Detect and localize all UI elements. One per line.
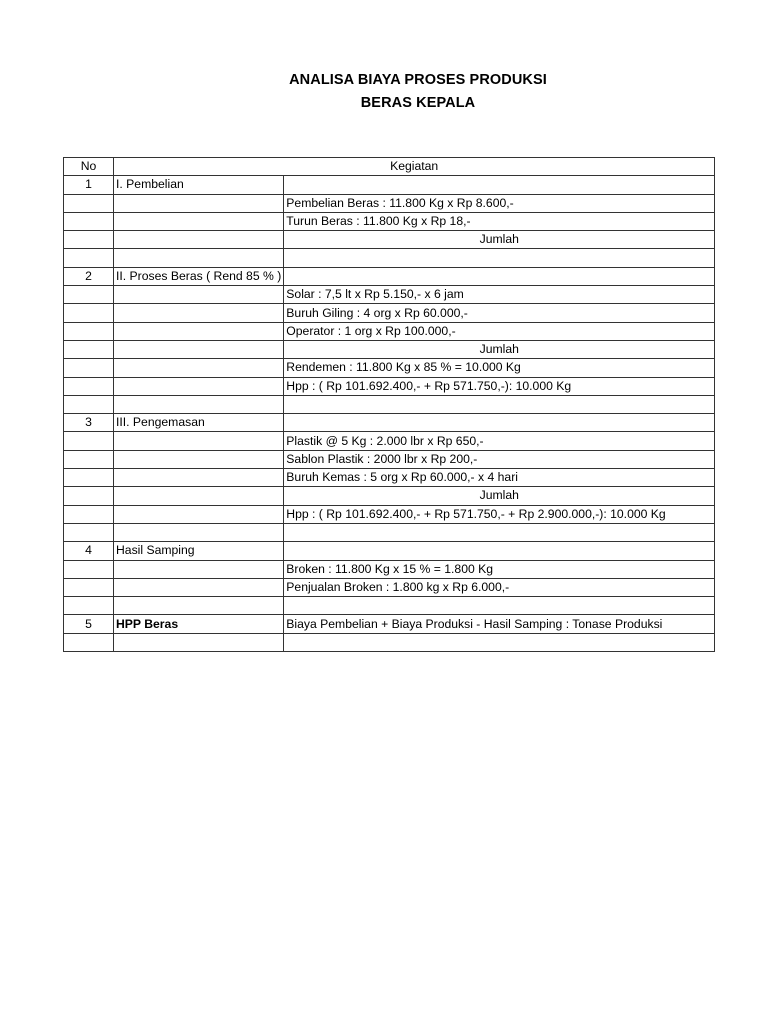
- detail-cell: Operator : 1 org x Rp 100.000,-: [284, 322, 715, 340]
- table-header-row: [64, 158, 715, 176]
- table-row: [64, 395, 715, 413]
- row-number-cell: [64, 560, 114, 578]
- table-row: [64, 450, 715, 468]
- row-number-cell: [64, 633, 114, 651]
- row-number-cell: 2: [64, 267, 114, 285]
- detail-cell: Buruh Kemas : 5 org x Rp 60.000,- x 4 hari: [284, 469, 715, 487]
- row-number-cell: [64, 359, 114, 377]
- detail-cell: Hpp : ( Rp 101.692.400,- + Rp 571.750,- + Rp 2.900.000,-): 10.000 Kg: [284, 505, 715, 523]
- detail-cell: Pembelian Beras : 11.800 Kg x Rp 8.600,-: [284, 194, 715, 212]
- subtotal-label-cell: Jumlah: [284, 340, 715, 358]
- table-row: [64, 176, 715, 194]
- table-row: [64, 249, 715, 267]
- detail-cell: Buruh Giling : 4 org x Rp 60.000,-: [284, 304, 715, 322]
- row-number-cell: [64, 578, 114, 596]
- row-number-cell: [64, 505, 114, 523]
- row-number-cell: 1: [64, 176, 114, 194]
- table-row: [64, 505, 715, 523]
- cost-analysis-table: [63, 157, 715, 652]
- row-number-cell: [64, 286, 114, 304]
- row-number-cell: [64, 523, 114, 541]
- table-row: [64, 212, 715, 230]
- detail-cell: Biaya Pembelian + Biaya Produksi - Hasil Samping : Tonase Produksi: [284, 615, 715, 633]
- section-cell: [114, 633, 284, 651]
- row-number-cell: [64, 432, 114, 450]
- section-cell: [114, 377, 284, 395]
- detail-cell: Plastik @ 5 Kg : 2.000 lbr x Rp 650,-: [284, 432, 715, 450]
- section-cell: [114, 469, 284, 487]
- subtotal-label-cell: Jumlah: [284, 231, 715, 249]
- section-cell: [114, 450, 284, 468]
- table-row: [64, 487, 715, 505]
- section-cell: [114, 340, 284, 358]
- section-cell: [114, 249, 284, 267]
- row-number-cell: [64, 450, 114, 468]
- section-cell: Hasil Samping: [114, 542, 284, 560]
- table-row: [64, 322, 715, 340]
- detail-cell: Sablon Plastik : 2000 lbr x Rp 200,-: [284, 450, 715, 468]
- row-number-cell: [64, 194, 114, 212]
- section-cell: HPP Beras: [114, 615, 284, 633]
- table-row: [64, 542, 715, 560]
- header-no: No: [64, 158, 114, 176]
- detail-cell: Hpp : ( Rp 101.692.400,- + Rp 571.750,-): 10.000 Kg: [284, 377, 715, 395]
- table-body: [64, 176, 715, 652]
- section-cell: [114, 194, 284, 212]
- detail-cell: Turun Beras : 11.800 Kg x Rp 18,-: [284, 212, 715, 230]
- table-row: [64, 469, 715, 487]
- row-number-cell: [64, 340, 114, 358]
- document-subtitle: BERAS KEPALA: [360, 95, 476, 111]
- table-row: [64, 231, 715, 249]
- section-cell: [114, 487, 284, 505]
- table-row: [64, 359, 715, 377]
- section-cell: [114, 597, 284, 615]
- table-row: [64, 340, 715, 358]
- section-cell: [114, 304, 284, 322]
- detail-cell: [284, 176, 715, 194]
- row-number-cell: [64, 231, 114, 249]
- row-number-cell: [64, 395, 114, 413]
- row-number-cell: [64, 487, 114, 505]
- subtotal-label-cell: Jumlah: [284, 487, 715, 505]
- table-row: [64, 578, 715, 596]
- row-number-cell: [64, 212, 114, 230]
- row-number-cell: [64, 249, 114, 267]
- detail-cell: [284, 395, 715, 413]
- row-number-cell: [64, 469, 114, 487]
- table-row: [64, 286, 715, 304]
- table-row: [64, 615, 715, 633]
- row-number-cell: [64, 322, 114, 340]
- section-cell: [114, 505, 284, 523]
- section-cell: [114, 560, 284, 578]
- table-row: [64, 432, 715, 450]
- section-cell: II. Proses Beras ( Rend 85 % ): [114, 267, 284, 285]
- section-cell: [114, 523, 284, 541]
- table-row: [64, 633, 715, 651]
- detail-cell: Broken : 11.800 Kg x 15 % = 1.800 Kg: [284, 560, 715, 578]
- table-row: [64, 267, 715, 285]
- section-cell: [114, 395, 284, 413]
- section-cell: [114, 231, 284, 249]
- section-cell: [114, 212, 284, 230]
- detail-cell: [284, 633, 715, 651]
- section-cell: [114, 578, 284, 596]
- detail-cell: [284, 597, 715, 615]
- section-cell: [114, 286, 284, 304]
- section-cell: [114, 322, 284, 340]
- detail-cell: [284, 414, 715, 432]
- table-row: [64, 414, 715, 432]
- section-cell: I. Pembelian: [114, 176, 284, 194]
- section-cell: III. Pengemasan: [114, 414, 284, 432]
- table-row: [64, 523, 715, 541]
- detail-cell: [284, 542, 715, 560]
- detail-cell: [284, 267, 715, 285]
- document-title: ANALISA BIAYA PROSES PRODUKSI: [289, 72, 547, 88]
- row-number-cell: [64, 377, 114, 395]
- table-row: [64, 304, 715, 322]
- section-cell: [114, 432, 284, 450]
- row-number-cell: 4: [64, 542, 114, 560]
- table-row: [64, 560, 715, 578]
- row-number-cell: 5: [64, 615, 114, 633]
- row-number-cell: [64, 304, 114, 322]
- detail-cell: Solar : 7,5 lt x Rp 5.150,- x 6 jam: [284, 286, 715, 304]
- table-row: [64, 597, 715, 615]
- table-row: [64, 377, 715, 395]
- detail-cell: Rendemen : 11.800 Kg x 85 % = 10.000 Kg: [284, 359, 715, 377]
- header-kegiatan: Kegiatan: [114, 158, 715, 176]
- row-number-cell: [64, 597, 114, 615]
- detail-cell: [284, 249, 715, 267]
- detail-cell: [284, 523, 715, 541]
- row-number-cell: 3: [64, 414, 114, 432]
- table-row: [64, 194, 715, 212]
- detail-cell: Penjualan Broken : 1.800 kg x Rp 6.000,-: [284, 578, 715, 596]
- section-cell: [114, 359, 284, 377]
